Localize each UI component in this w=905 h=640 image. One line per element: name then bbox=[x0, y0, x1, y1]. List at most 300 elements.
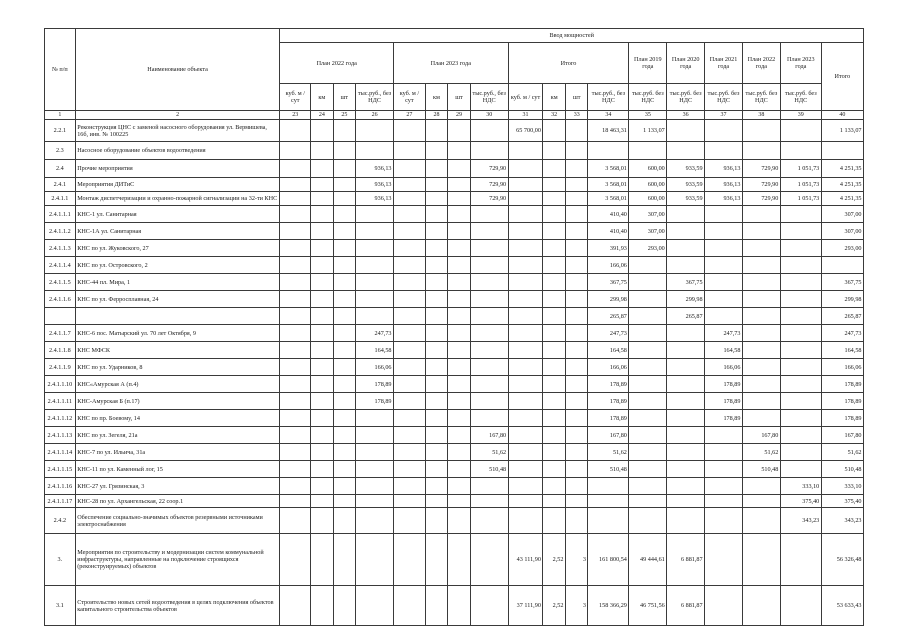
value-cell bbox=[311, 478, 334, 495]
value-cell bbox=[394, 342, 426, 359]
table-row bbox=[45, 508, 864, 534]
table-row bbox=[45, 478, 864, 495]
value-cell bbox=[448, 160, 471, 178]
value-cell bbox=[311, 160, 334, 178]
unit-rub: тыс.руб., без НДС bbox=[470, 84, 508, 111]
value-cell bbox=[629, 393, 667, 410]
value-cell bbox=[394, 192, 426, 206]
value-cell: 299,98 bbox=[821, 291, 863, 308]
value-cell bbox=[425, 508, 448, 534]
value-cell: 178,89 bbox=[821, 376, 863, 393]
value-cell: 166,06 bbox=[588, 257, 629, 274]
value-cell bbox=[280, 534, 311, 586]
value-cell bbox=[742, 274, 780, 291]
value-cell bbox=[448, 223, 471, 240]
value-cell: 166,06 bbox=[588, 359, 629, 376]
value-cell bbox=[508, 495, 543, 508]
value-cell: 4 251,35 bbox=[821, 178, 863, 192]
value-cell bbox=[311, 325, 334, 342]
value-cell: 1 133,07 bbox=[821, 120, 863, 142]
value-cell bbox=[543, 206, 566, 223]
value-cell bbox=[780, 142, 821, 160]
value-cell bbox=[629, 274, 667, 291]
value-cell bbox=[543, 274, 566, 291]
value-cell bbox=[742, 223, 780, 240]
value-cell: 4 251,35 bbox=[821, 192, 863, 206]
value-cell: 307,00 bbox=[821, 206, 863, 223]
value-cell bbox=[448, 461, 471, 478]
value-cell bbox=[333, 444, 356, 461]
value-cell: 3 568,01 bbox=[588, 160, 629, 178]
value-cell bbox=[705, 142, 743, 160]
value-cell bbox=[333, 192, 356, 206]
value-cell bbox=[742, 308, 780, 325]
value-cell bbox=[333, 240, 356, 257]
value-cell: 178,89 bbox=[705, 410, 743, 427]
value-cell: 178,89 bbox=[821, 410, 863, 427]
value-cell bbox=[742, 495, 780, 508]
value-cell bbox=[705, 206, 743, 223]
value-cell: 510,48 bbox=[821, 461, 863, 478]
value-cell bbox=[705, 291, 743, 308]
value-cell bbox=[280, 240, 311, 257]
value-cell bbox=[543, 461, 566, 478]
value-cell bbox=[705, 444, 743, 461]
value-cell bbox=[508, 223, 543, 240]
value-cell: 178,89 bbox=[356, 393, 394, 410]
value-cell bbox=[565, 495, 588, 508]
value-cell bbox=[333, 376, 356, 393]
value-cell bbox=[742, 376, 780, 393]
value-cell bbox=[356, 427, 394, 444]
object-name: Мероприятия ДИТиС bbox=[75, 178, 280, 192]
value-cell: 510,48 bbox=[742, 461, 780, 478]
value-cell: 343,23 bbox=[780, 508, 821, 534]
value-cell bbox=[629, 376, 667, 393]
value-cell bbox=[394, 257, 426, 274]
value-cell bbox=[508, 342, 543, 359]
value-cell bbox=[742, 359, 780, 376]
value-cell bbox=[311, 495, 334, 508]
value-cell: 178,89 bbox=[705, 393, 743, 410]
row-number: 2.4 bbox=[45, 160, 76, 178]
value-cell bbox=[425, 495, 448, 508]
value-cell: 164,58 bbox=[356, 342, 394, 359]
value-cell bbox=[543, 308, 566, 325]
value-cell bbox=[780, 359, 821, 376]
object-name: КНС-27 ул. Грязинская, 3 bbox=[75, 478, 280, 495]
value-cell bbox=[742, 410, 780, 427]
value-cell bbox=[448, 142, 471, 160]
value-cell bbox=[280, 192, 311, 206]
value-cell bbox=[667, 410, 705, 427]
value-cell bbox=[280, 427, 311, 444]
unit-rub: тыс.руб. без НДС bbox=[629, 84, 667, 111]
value-cell bbox=[742, 586, 780, 626]
value-cell bbox=[470, 308, 508, 325]
column-number: 27 bbox=[394, 111, 426, 120]
row-number: 2.4.1.1.9 bbox=[45, 359, 76, 376]
value-cell: 178,89 bbox=[588, 393, 629, 410]
header-group: Ввод мощностей bbox=[280, 29, 864, 43]
value-cell bbox=[667, 142, 705, 160]
unit-m3: куб. м / сут bbox=[508, 84, 543, 111]
value-cell bbox=[667, 325, 705, 342]
value-cell bbox=[470, 325, 508, 342]
value-cell bbox=[425, 160, 448, 178]
value-cell: 307,00 bbox=[629, 206, 667, 223]
value-cell bbox=[448, 178, 471, 192]
value-cell bbox=[394, 308, 426, 325]
value-cell bbox=[705, 586, 743, 626]
value-cell bbox=[667, 393, 705, 410]
value-cell bbox=[565, 257, 588, 274]
value-cell bbox=[780, 376, 821, 393]
value-cell bbox=[470, 342, 508, 359]
value-cell bbox=[780, 461, 821, 478]
header-plan-2020: План 2020 года bbox=[667, 43, 705, 84]
value-cell bbox=[280, 142, 311, 160]
value-cell bbox=[448, 120, 471, 142]
column-number: 38 bbox=[742, 111, 780, 120]
object-name: Обеспечение социально-значимых объектов резервными источниками электроснабжения bbox=[75, 508, 280, 534]
value-cell bbox=[629, 291, 667, 308]
value-cell bbox=[470, 534, 508, 586]
value-cell: 6 881,87 bbox=[667, 586, 705, 626]
value-cell bbox=[333, 120, 356, 142]
value-cell: 510,48 bbox=[588, 461, 629, 478]
value-cell: 265,87 bbox=[588, 308, 629, 325]
value-cell: 343,23 bbox=[821, 508, 863, 534]
value-cell bbox=[543, 495, 566, 508]
value-cell: 299,98 bbox=[667, 291, 705, 308]
value-cell bbox=[508, 359, 543, 376]
value-cell bbox=[333, 478, 356, 495]
value-cell bbox=[780, 427, 821, 444]
value-cell bbox=[565, 206, 588, 223]
capacity-table bbox=[44, 28, 864, 626]
unit-km: км bbox=[543, 84, 566, 111]
value-cell bbox=[543, 257, 566, 274]
value-cell bbox=[629, 257, 667, 274]
value-cell bbox=[356, 142, 394, 160]
value-cell bbox=[394, 142, 426, 160]
table-row bbox=[45, 495, 864, 508]
value-cell bbox=[629, 410, 667, 427]
value-cell bbox=[311, 308, 334, 325]
value-cell: 375,40 bbox=[780, 495, 821, 508]
value-cell bbox=[742, 142, 780, 160]
value-cell: 729,90 bbox=[742, 178, 780, 192]
row-number: 2.3 bbox=[45, 142, 76, 160]
value-cell bbox=[356, 444, 394, 461]
value-cell bbox=[742, 478, 780, 495]
value-cell bbox=[333, 342, 356, 359]
value-cell bbox=[667, 359, 705, 376]
value-cell bbox=[425, 308, 448, 325]
value-cell bbox=[565, 444, 588, 461]
row-number: 2.4.1.1.6 bbox=[45, 291, 76, 308]
value-cell bbox=[311, 240, 334, 257]
row-number: 2.4.1.1.8 bbox=[45, 342, 76, 359]
value-cell bbox=[543, 427, 566, 444]
value-cell bbox=[280, 393, 311, 410]
value-cell bbox=[425, 427, 448, 444]
row-number: 2.4.1.1.11 bbox=[45, 393, 76, 410]
value-cell bbox=[333, 142, 356, 160]
value-cell bbox=[425, 223, 448, 240]
value-cell bbox=[565, 461, 588, 478]
value-cell bbox=[543, 325, 566, 342]
value-cell: 49 444,61 bbox=[629, 534, 667, 586]
row-number: 2.4.1.1.5 bbox=[45, 274, 76, 291]
value-cell bbox=[543, 508, 566, 534]
value-cell bbox=[311, 534, 334, 586]
value-cell bbox=[311, 223, 334, 240]
value-cell bbox=[280, 160, 311, 178]
table-row bbox=[45, 240, 864, 257]
value-cell bbox=[508, 178, 543, 192]
value-cell bbox=[394, 160, 426, 178]
value-cell bbox=[356, 308, 394, 325]
value-cell bbox=[448, 240, 471, 257]
header-plan-2023: План 2023 года bbox=[394, 43, 509, 84]
value-cell bbox=[705, 223, 743, 240]
table-row bbox=[45, 325, 864, 342]
column-number: 35 bbox=[629, 111, 667, 120]
value-cell: 167,80 bbox=[742, 427, 780, 444]
value-cell bbox=[629, 461, 667, 478]
value-cell bbox=[425, 461, 448, 478]
value-cell bbox=[565, 274, 588, 291]
value-cell: 367,75 bbox=[667, 274, 705, 291]
value-cell bbox=[333, 534, 356, 586]
value-cell bbox=[280, 291, 311, 308]
value-cell bbox=[588, 508, 629, 534]
header-plan-2023b: План 2023 года bbox=[780, 43, 821, 84]
value-cell: 2,52 bbox=[543, 586, 566, 626]
value-cell bbox=[425, 192, 448, 206]
value-cell bbox=[425, 359, 448, 376]
column-number: 31 bbox=[508, 111, 543, 120]
value-cell bbox=[333, 325, 356, 342]
column-number: 36 bbox=[667, 111, 705, 120]
value-cell: 178,89 bbox=[356, 376, 394, 393]
value-cell bbox=[333, 257, 356, 274]
unit-sht: шт bbox=[333, 84, 356, 111]
value-cell: 247,73 bbox=[356, 325, 394, 342]
value-cell bbox=[742, 325, 780, 342]
value-cell bbox=[470, 410, 508, 427]
object-name: Реконструкция ЦНС с заменой насосного оборудования ул. Вермишева, 16б, инв. № 100225 bbox=[75, 120, 280, 142]
value-cell bbox=[333, 495, 356, 508]
table-row bbox=[45, 427, 864, 444]
header-col-name: Наименование объекта bbox=[75, 29, 280, 111]
value-cell bbox=[470, 142, 508, 160]
value-cell bbox=[543, 359, 566, 376]
value-cell: 933,59 bbox=[667, 192, 705, 206]
value-cell bbox=[780, 120, 821, 142]
value-cell: 1 133,07 bbox=[629, 120, 667, 142]
value-cell bbox=[470, 120, 508, 142]
value-cell bbox=[280, 342, 311, 359]
value-cell: 167,80 bbox=[821, 427, 863, 444]
value-cell bbox=[705, 308, 743, 325]
value-cell bbox=[280, 444, 311, 461]
value-cell: 164,58 bbox=[588, 342, 629, 359]
unit-sht: шт bbox=[448, 84, 471, 111]
column-number: 26 bbox=[356, 111, 394, 120]
value-cell bbox=[448, 342, 471, 359]
value-cell bbox=[629, 308, 667, 325]
value-cell: 247,73 bbox=[821, 325, 863, 342]
value-cell bbox=[356, 410, 394, 427]
value-cell bbox=[394, 274, 426, 291]
value-cell bbox=[705, 478, 743, 495]
value-cell: 178,89 bbox=[588, 376, 629, 393]
value-cell: 53 633,43 bbox=[821, 586, 863, 626]
value-cell bbox=[470, 240, 508, 257]
value-cell bbox=[394, 478, 426, 495]
value-cell bbox=[333, 178, 356, 192]
value-cell bbox=[470, 291, 508, 308]
value-cell bbox=[448, 192, 471, 206]
object-name: КНС-6 пос. Матырский ул. 70 лет Октября, 9 bbox=[75, 325, 280, 342]
value-cell bbox=[667, 240, 705, 257]
value-cell bbox=[780, 393, 821, 410]
value-cell bbox=[356, 586, 394, 626]
value-cell: 3 568,01 bbox=[588, 178, 629, 192]
value-cell bbox=[543, 142, 566, 160]
value-cell bbox=[629, 495, 667, 508]
column-number: 29 bbox=[448, 111, 471, 120]
value-cell bbox=[543, 393, 566, 410]
table-row bbox=[45, 206, 864, 223]
value-cell: 164,58 bbox=[705, 342, 743, 359]
value-cell: 729,90 bbox=[470, 192, 508, 206]
value-cell bbox=[394, 240, 426, 257]
unit-km: км bbox=[311, 84, 334, 111]
value-cell bbox=[425, 240, 448, 257]
value-cell bbox=[394, 359, 426, 376]
value-cell bbox=[333, 274, 356, 291]
value-cell bbox=[565, 359, 588, 376]
table-row bbox=[45, 444, 864, 461]
value-cell bbox=[780, 325, 821, 342]
value-cell bbox=[588, 495, 629, 508]
value-cell: 6 881,87 bbox=[667, 534, 705, 586]
value-cell bbox=[565, 160, 588, 178]
object-name: КНС-7 по ул. Ильича, 31а bbox=[75, 444, 280, 461]
value-cell bbox=[667, 342, 705, 359]
object-name bbox=[75, 308, 280, 325]
value-cell: 936,13 bbox=[705, 178, 743, 192]
value-cell bbox=[356, 240, 394, 257]
value-cell bbox=[742, 291, 780, 308]
value-cell: 600,00 bbox=[629, 160, 667, 178]
value-cell bbox=[508, 308, 543, 325]
value-cell: 729,90 bbox=[742, 192, 780, 206]
value-cell bbox=[280, 478, 311, 495]
value-cell bbox=[311, 120, 334, 142]
value-cell bbox=[565, 120, 588, 142]
row-number: 2.4.1.1.14 bbox=[45, 444, 76, 461]
value-cell bbox=[356, 223, 394, 240]
column-number: 28 bbox=[425, 111, 448, 120]
value-cell bbox=[629, 508, 667, 534]
value-cell bbox=[470, 223, 508, 240]
object-name: КНС по ул. Ферросплавная, 24 bbox=[75, 291, 280, 308]
column-number: 40 bbox=[821, 111, 863, 120]
value-cell bbox=[667, 223, 705, 240]
value-cell bbox=[742, 206, 780, 223]
value-cell bbox=[425, 178, 448, 192]
value-cell bbox=[629, 142, 667, 160]
value-cell bbox=[565, 427, 588, 444]
row-number: 2.4.1.1.13 bbox=[45, 427, 76, 444]
row-number: 2.4.1.1.16 bbox=[45, 478, 76, 495]
value-cell: 510,48 bbox=[470, 461, 508, 478]
table-row bbox=[45, 192, 864, 206]
value-cell: 178,89 bbox=[821, 393, 863, 410]
value-cell: 166,06 bbox=[821, 359, 863, 376]
value-cell bbox=[394, 461, 426, 478]
value-cell bbox=[508, 257, 543, 274]
value-cell bbox=[394, 393, 426, 410]
value-cell: 307,00 bbox=[629, 223, 667, 240]
column-number: 33 bbox=[565, 111, 588, 120]
value-cell bbox=[333, 291, 356, 308]
value-cell: 51,62 bbox=[588, 444, 629, 461]
value-cell bbox=[425, 586, 448, 626]
value-cell bbox=[742, 257, 780, 274]
value-cell bbox=[705, 274, 743, 291]
row-number: 2.4.1.1.1 bbox=[45, 206, 76, 223]
value-cell bbox=[780, 410, 821, 427]
value-cell: 293,00 bbox=[821, 240, 863, 257]
value-cell: 729,90 bbox=[470, 178, 508, 192]
value-cell bbox=[629, 359, 667, 376]
object-name: КНС-11 по ул. Каменный лог, 15 bbox=[75, 461, 280, 478]
value-cell bbox=[470, 393, 508, 410]
column-number: 24 bbox=[311, 111, 334, 120]
value-cell bbox=[565, 508, 588, 534]
value-cell bbox=[508, 444, 543, 461]
value-cell bbox=[280, 508, 311, 534]
value-cell: 299,98 bbox=[588, 291, 629, 308]
value-cell: 410,40 bbox=[588, 223, 629, 240]
value-cell bbox=[543, 160, 566, 178]
object-name: КНС по ул. Жуковского, 27 bbox=[75, 240, 280, 257]
value-cell bbox=[543, 192, 566, 206]
column-number: 23 bbox=[280, 111, 311, 120]
value-cell: 391,93 bbox=[588, 240, 629, 257]
value-cell bbox=[280, 257, 311, 274]
unit-rub: тыс.руб. без НДС bbox=[742, 84, 780, 111]
value-cell bbox=[508, 274, 543, 291]
value-cell bbox=[425, 142, 448, 160]
object-name: Мероприятия по строительству и модернизации систем коммунальной инфраструктуры, направленные на подключение строящихся (реконструируемых) объектов bbox=[75, 534, 280, 586]
value-cell: 367,75 bbox=[588, 274, 629, 291]
value-cell bbox=[425, 325, 448, 342]
value-cell bbox=[311, 359, 334, 376]
value-cell bbox=[543, 240, 566, 257]
value-cell bbox=[333, 508, 356, 534]
value-cell: 936,13 bbox=[705, 160, 743, 178]
value-cell bbox=[425, 120, 448, 142]
value-cell: 1 051,73 bbox=[780, 160, 821, 178]
value-cell bbox=[565, 308, 588, 325]
